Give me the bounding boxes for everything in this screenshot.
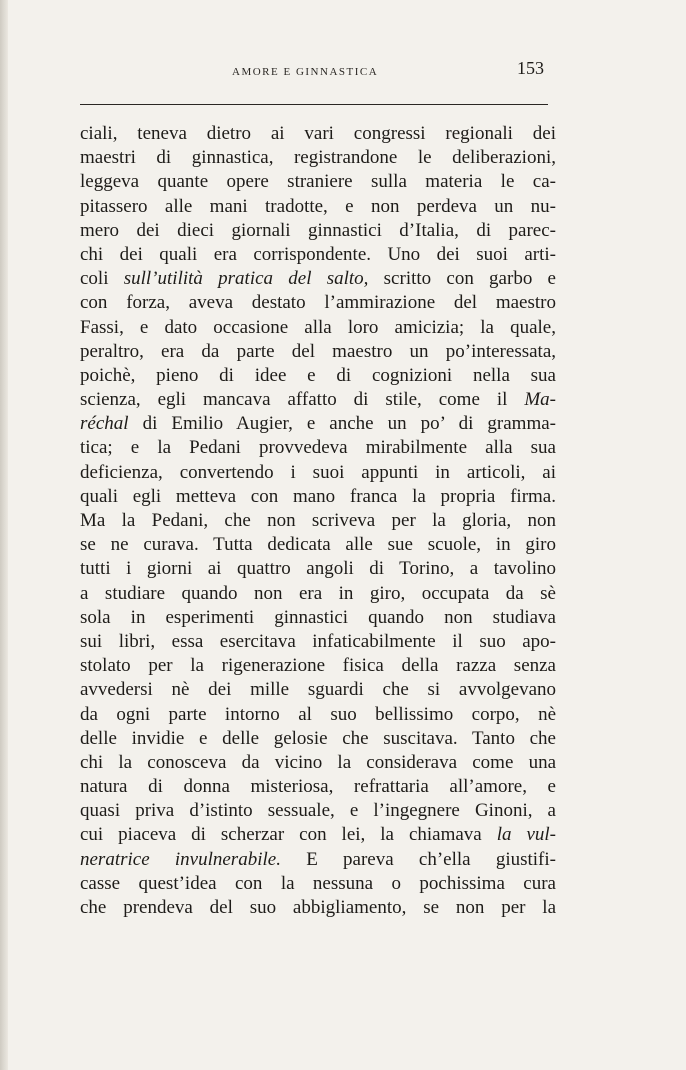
italic-text-run: Ma- — [524, 389, 556, 411]
text-run: con forza, aveva destato l’ammirazione del maestro — [80, 292, 556, 314]
page-binding-edge — [0, 0, 8, 1070]
text-run: a studiare quando non era in giro, occupata da sè — [80, 582, 556, 604]
text-run: deficienza, convertendo i suoi appunti in articoli, ai — [80, 461, 556, 483]
text-line — [80, 485, 556, 509]
text-run: stolato per la rigenerazione fisica della razza senza — [80, 655, 556, 677]
text-run: cui piaceva di scherzar con lei, la chiamava — [80, 824, 497, 846]
text-line — [80, 896, 556, 920]
italic-text-run: la vul- — [496, 824, 556, 846]
text-line — [80, 170, 556, 194]
text-line — [80, 436, 556, 460]
text-line — [80, 364, 556, 388]
text-run: chi la conosceva da vicino la considerava come una — [80, 751, 556, 773]
text-run: ciali, teneva dietro ai vari congressi regionali dei — [80, 123, 556, 144]
text-run: che prendeva del suo abbigliamento, se non per la — [80, 897, 556, 918]
text-line — [80, 291, 556, 315]
text-run: avvedersi nè dei mille sguardi che si avvolgevano — [80, 679, 556, 701]
text-run: poichè, pieno di idee e di cognizioni nella sua — [80, 364, 556, 386]
text-line — [80, 219, 556, 243]
text-line — [80, 848, 556, 872]
text-line — [80, 872, 556, 896]
text-run: quali egli metteva con mano franca la propria firma. — [80, 485, 556, 507]
running-head: AMORE E GINNASTICA — [232, 66, 379, 78]
text-line — [80, 195, 556, 219]
text-run: pitassero alle mani tradotte, e non perdeva un nu- — [80, 195, 556, 217]
text-line — [80, 412, 556, 436]
text-line — [80, 582, 556, 606]
text-line — [80, 557, 556, 581]
text-line — [80, 122, 556, 146]
text-line — [80, 146, 556, 170]
header-rule — [80, 104, 548, 105]
text-line — [80, 751, 556, 775]
text-run: di Emilio Augier, e anche un po’ di gramma- — [128, 413, 556, 435]
text-run: Fassi, e dato occasione alla loro amicizia; la quale, — [80, 316, 556, 338]
text-run: delle invidie e delle gelosie che suscitava. Tanto che — [80, 727, 556, 749]
text-line — [80, 533, 556, 557]
text-run: natura di donna misteriosa, refrattaria all’amore, e — [80, 776, 556, 798]
text-run: peraltro, era da parte del maestro un po’interessata, — [80, 340, 556, 362]
italic-text-run: réchal — [80, 413, 129, 435]
text-line — [80, 654, 556, 678]
text-line — [80, 606, 556, 630]
text-line — [80, 267, 556, 291]
text-run: quasi priva d’istinto sessuale, e l’ingegnere Ginoni, a — [80, 800, 556, 822]
text-run: coli — [80, 268, 124, 290]
body-paragraph — [80, 122, 556, 920]
text-line — [80, 727, 556, 751]
text-line — [80, 703, 556, 727]
text-line — [80, 678, 556, 702]
text-line — [80, 388, 556, 412]
text-run: se ne curava. Tutta dedicata alle sue scuole, in giro — [80, 534, 556, 556]
text-run: Ma la Pedani, che non scriveva per la gloria, non — [80, 510, 556, 531]
text-run: leggeva quante opere straniere sulla materia le ca- — [80, 171, 556, 193]
text-run: maestri di ginnastica, registrandone le deliberazioni, — [80, 147, 556, 169]
page-number: 153 — [517, 58, 544, 78]
text-run: tutti i giorni ai quattro angoli di Torino, a tavolino — [80, 558, 556, 580]
italic-text-run: sull’utilità pratica del salto, — [123, 268, 369, 290]
text-run: mero dei dieci giornali ginnastici d’Italia, di parec- — [80, 219, 556, 241]
italic-text-run: neratrice invulnerabile. — [80, 848, 281, 870]
text-run: sui libri, essa esercitava infaticabilmente il suo apo- — [80, 630, 556, 652]
text-line — [80, 243, 556, 267]
text-run: tica; e la Pedani provvedeva mirabilmente alla sua — [80, 437, 556, 459]
text-run: scritto con garbo e — [368, 268, 556, 290]
text-line — [80, 823, 556, 847]
text-line — [80, 340, 556, 364]
text-run: E pareva ch’ella giustifi- — [280, 848, 556, 870]
text-run: casse quest’idea con la nessuna o pochissima cura — [80, 872, 556, 894]
text-line — [80, 630, 556, 654]
text-run: scienza, egli mancava affatto di stile, come il — [80, 389, 525, 411]
text-line — [80, 799, 556, 823]
text-run: da ogni parte intorno al suo bellissimo corpo, nè — [80, 703, 556, 725]
text-line — [80, 775, 556, 799]
page-header — [80, 58, 552, 88]
text-line — [80, 509, 556, 533]
text-line — [80, 461, 556, 485]
text-line — [80, 316, 556, 340]
text-run: chi dei quali era corrispondente. Uno dei suoi arti- — [80, 243, 556, 265]
text-run: sola in esperimenti ginnastici quando non studiava — [80, 606, 556, 628]
